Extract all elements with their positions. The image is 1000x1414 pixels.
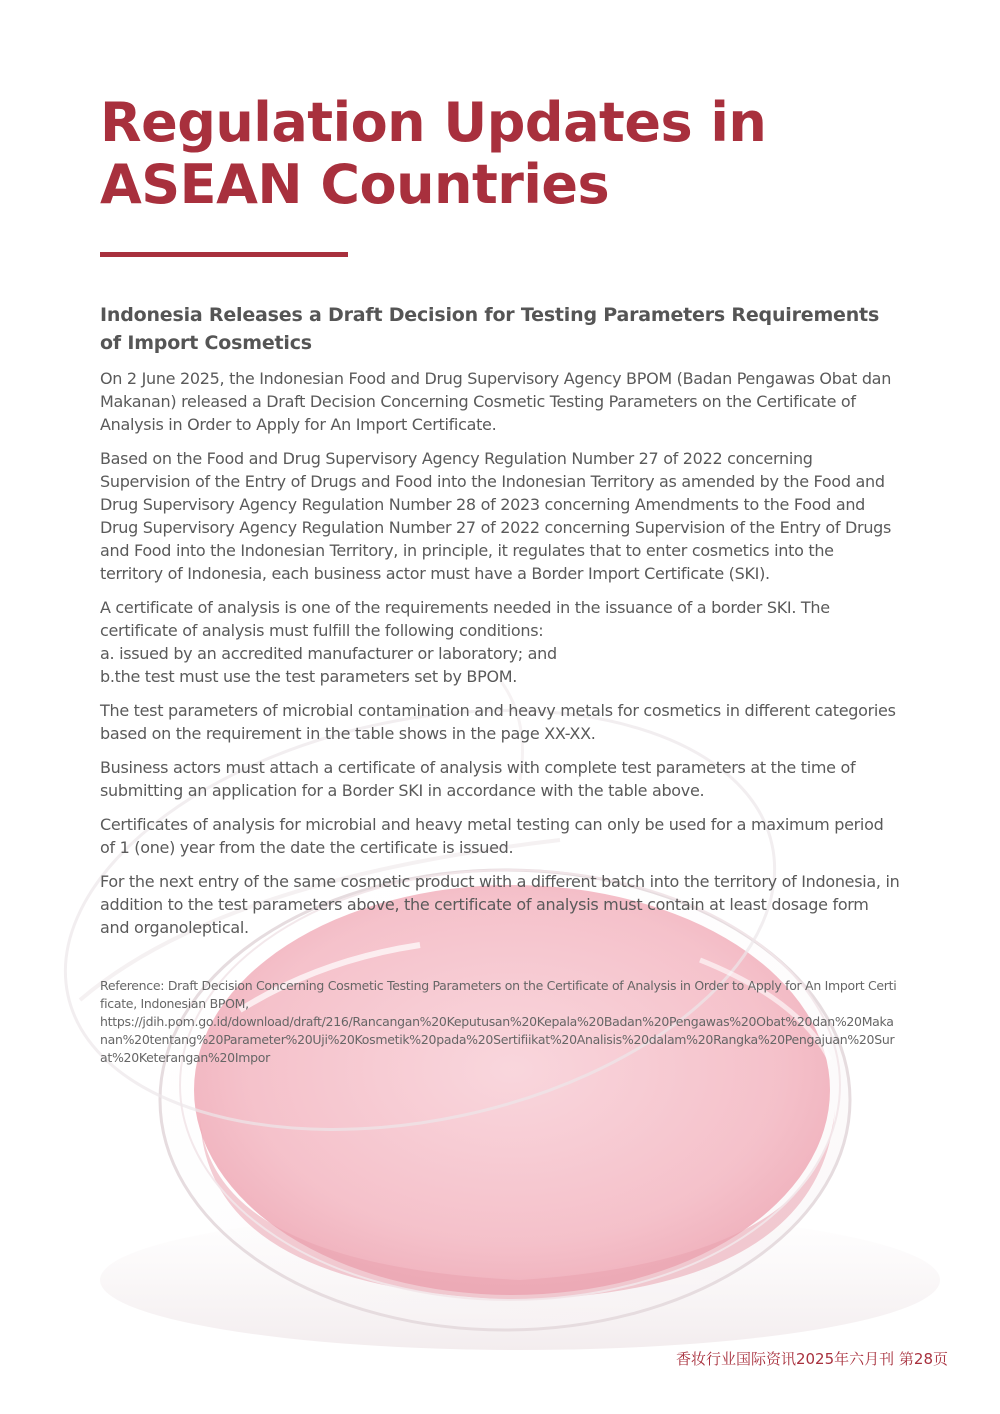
page-title-line-1: Regulation Updates in xyxy=(100,91,767,154)
article-heading: Indonesia Releases a Draft Decision for Testing Parameters Requirements of Import Cosmetics xyxy=(100,304,880,354)
paragraph-1: On 2 June 2025, the Indonesian Food and Drug Supervisory Agency BPOM (Badan Pengawas Obat dan Makanan) released a Draft Decision Concerning Cosmetic Testing Parameters on the Certificate of Analysis in Order to Apply for An Import Certificate. xyxy=(100,369,892,434)
paragraph-3-intro: A certificate of analysis is one of the requirements needed in the issuance of a border SKI. The certificate of analysis must fulfill the following conditions: xyxy=(100,598,830,640)
paragraph-2: Based on the Food and Drug Supervisory Agency Regulation Number 27 of 2022 concerning Supervision of the Entry of Drugs and Food into the Indonesian Territory as amended by the Food and Drug Supervisory Agency Regulation Number 28 of 2023 concerning Amendments to the Food and Drug Supervisory Agency Regulation Number 27 of 2022 concerning Supervision of the Entry of Drugs and Food into the Indonesian Territory, in principle, it regulates that to enter cosmetics into the territory of Indonesia, each business actor must have a Border Import Certificate (SKI). xyxy=(100,449,892,583)
paragraph-3 xyxy=(100,596,900,688)
title-underline xyxy=(100,252,348,257)
paragraph-4: The test parameters of microbial contamination and heavy metals for cosmetics in different categories based on the requirement in the table shows in the page XX-XX. xyxy=(100,701,896,743)
reference-note xyxy=(100,977,900,1067)
page-title xyxy=(100,92,900,216)
page-footer: 香妆行业国际资讯2025年六月刊 第28页 xyxy=(675,1350,948,1368)
condition-item-b: b.the test must use the test parameters set by BPOM. xyxy=(100,667,518,686)
reference-label: Reference: Draft Decision Concerning Cosmetic Testing Parameters on the Certificate of Analysis in Order to Apply for An Import Certificate, Indonesian BPOM, xyxy=(100,978,897,1011)
condition-item-a: a. issued by an accredited manufacturer or laboratory; and xyxy=(100,644,557,663)
page-title-line-2: ASEAN Countries xyxy=(100,153,610,216)
main-content xyxy=(100,92,900,1067)
reference-url: https://jdih.pom.go.id/download/draft/216/Rancangan%20Keputusan%20Kepala%20Badan%20Pengawas%20Obat%20dan%20Makanan%20tentang%20Parameter%20Uji%20Kosmetik%20pada%20Sertifiikat%20Analisis%20dalam%20Rangka%20Pengajuan%20Surat%20Keterangan%20Impor xyxy=(100,1014,895,1065)
paragraph-6: Certificates of analysis for microbial and heavy metal testing can only be used for a maximum period of 1 (one) year from the date the certificate is issued. xyxy=(100,815,884,857)
paragraph-5: Business actors must attach a certificate of analysis with complete test parameters at the time of submitting an application for a Border SKI in accordance with the table above. xyxy=(100,758,856,800)
paragraph-7: For the next entry of the same cosmetic product with a different batch into the territory of Indonesia, in addition to the test parameters above, the certificate of analysis must contain at least dosage form and organoleptical. xyxy=(100,872,900,937)
